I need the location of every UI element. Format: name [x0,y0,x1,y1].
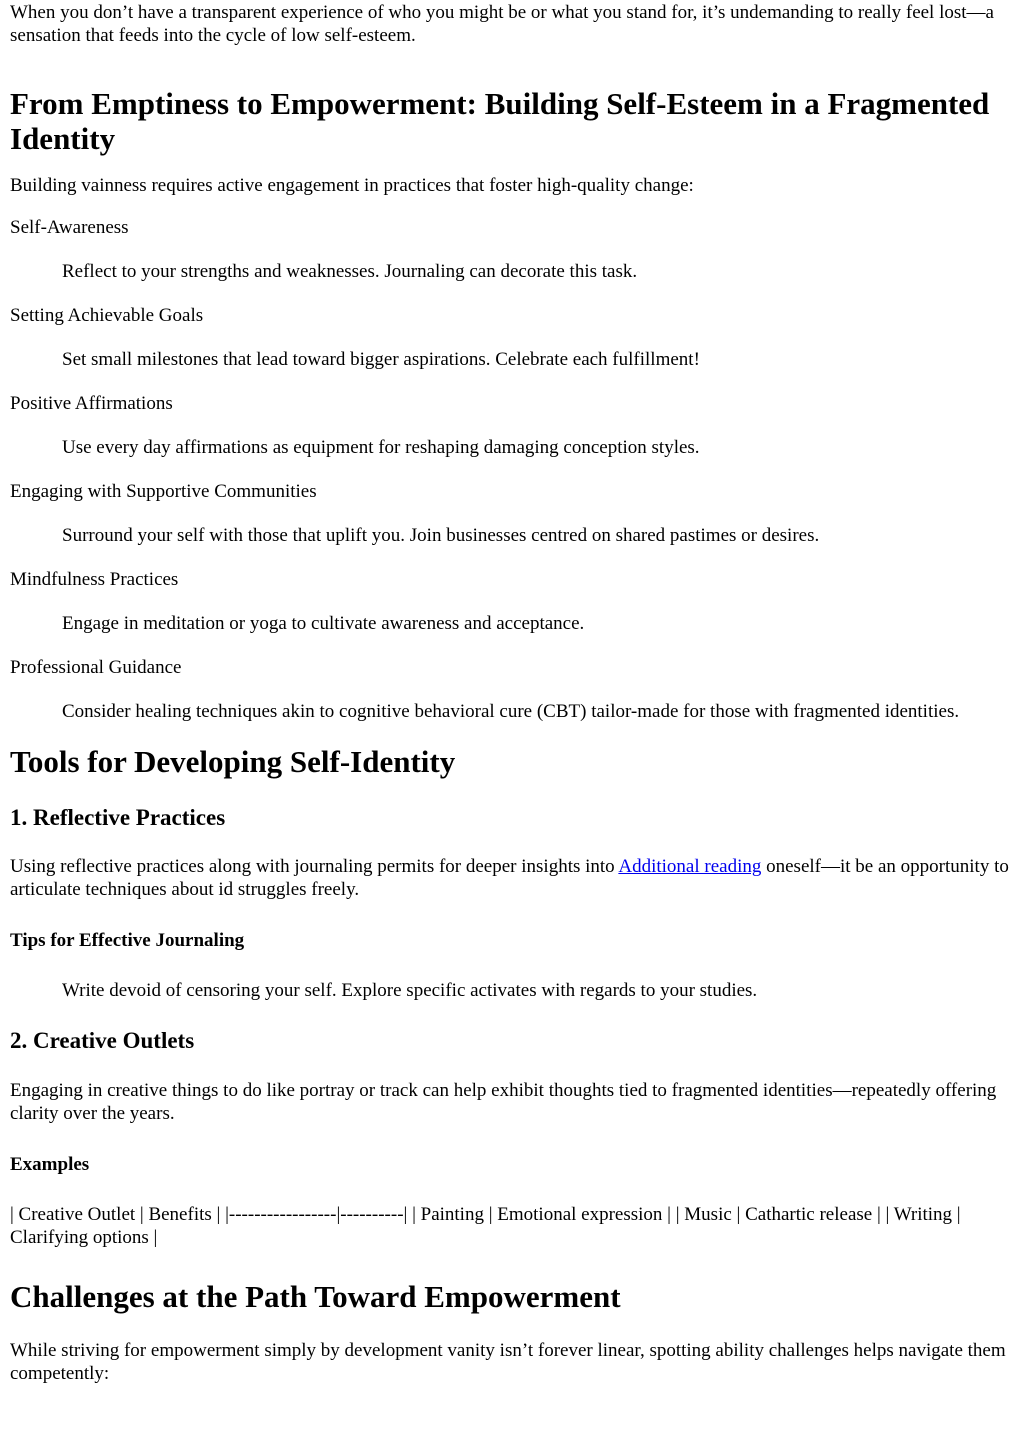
reflective-text-end: oneself—it be an opportunity to articulate techniques about id struggles freely. [10,856,1009,900]
empowerment-intro-paragraph: Building vainness requires active engagement in practices that foster high-quality change: [10,175,694,196]
practice-description: Engage in meditation or yoga to cultivate awareness and acceptance. [62,613,585,634]
tools-heading: Tools for Developing Self-Identity [10,744,456,779]
journaling-tips-paragraph: Write devoid of censoring your self. Explore specific activates with regards to your studies. [62,980,758,1001]
practice-term: Professional Guidance [10,657,182,678]
practice-term: Positive Affirmations [10,393,173,414]
practice-description: Consider healing techniques akin to cognitive behavioral cure (CBT) tailor-made for those with fragmented identities. [62,701,960,722]
practice-description: Reflect to your strengths and weaknesses. Journaling can decorate this task. [62,261,638,282]
practice-description: Set small milestones that lead toward bigger aspirations. Celebrate each fulfillment! [62,349,700,370]
creative-outlets-paragraph: Engaging in creative things to do like portray or track can help exhibit thoughts tied to fragmented identities—repeatedly offering clarity over the years. [10,1080,997,1124]
examples-table-text: | Creative Outlet | Benefits | |-----------------|----------| | Painting | Emotional expression | | Music | Cathartic release | | Writing | Clarifying options | [10,1204,961,1248]
empowerment-heading: From Emptiness to Empowerment: Building Self-Esteem in a Fragmented Identity [10,86,990,156]
journaling-tips-heading: Tips for Effective Journaling [10,930,245,951]
reflective-practices-heading: 1. Reflective Practices [10,805,226,830]
practice-term: Setting Achievable Goals [10,305,204,326]
practice-description: Surround your self with those that uplift you. Join businesses centred on shared pastimes or desires. [62,525,820,546]
challenges-paragraph: While striving for empowerment simply by development vanity isn’t forever linear, spotting ability challenges helps navigate them competently: [10,1340,1006,1384]
reflective-text-start: Using reflective practices along with journaling permits for deeper insights into [10,856,619,877]
practice-term: Mindfulness Practices [10,569,179,590]
practice-term: Self-Awareness [10,217,129,238]
reflective-practices-paragraph [10,855,1014,901]
empowerment-practices-list [10,216,1014,723]
challenges-heading: Challenges at the Path Toward Empowerment [10,1279,621,1314]
additional-reading-link[interactable]: Additional reading [618,856,762,877]
creative-outlets-heading: 2. Creative Outlets [10,1028,195,1053]
intro-paragraph: When you don’t have a transparent experience of who you might be or what you stand for, it’s undemanding to really feel lost—a sensation that feeds into the cycle of low self-esteem. [10,2,994,46]
examples-heading: Examples [10,1154,90,1175]
practice-term: Engaging with Supportive Communities [10,481,317,502]
practice-description: Use every day affirmations as equipment for reshaping damaging conception styles. [62,437,700,458]
article-page [0,1,1024,1385]
